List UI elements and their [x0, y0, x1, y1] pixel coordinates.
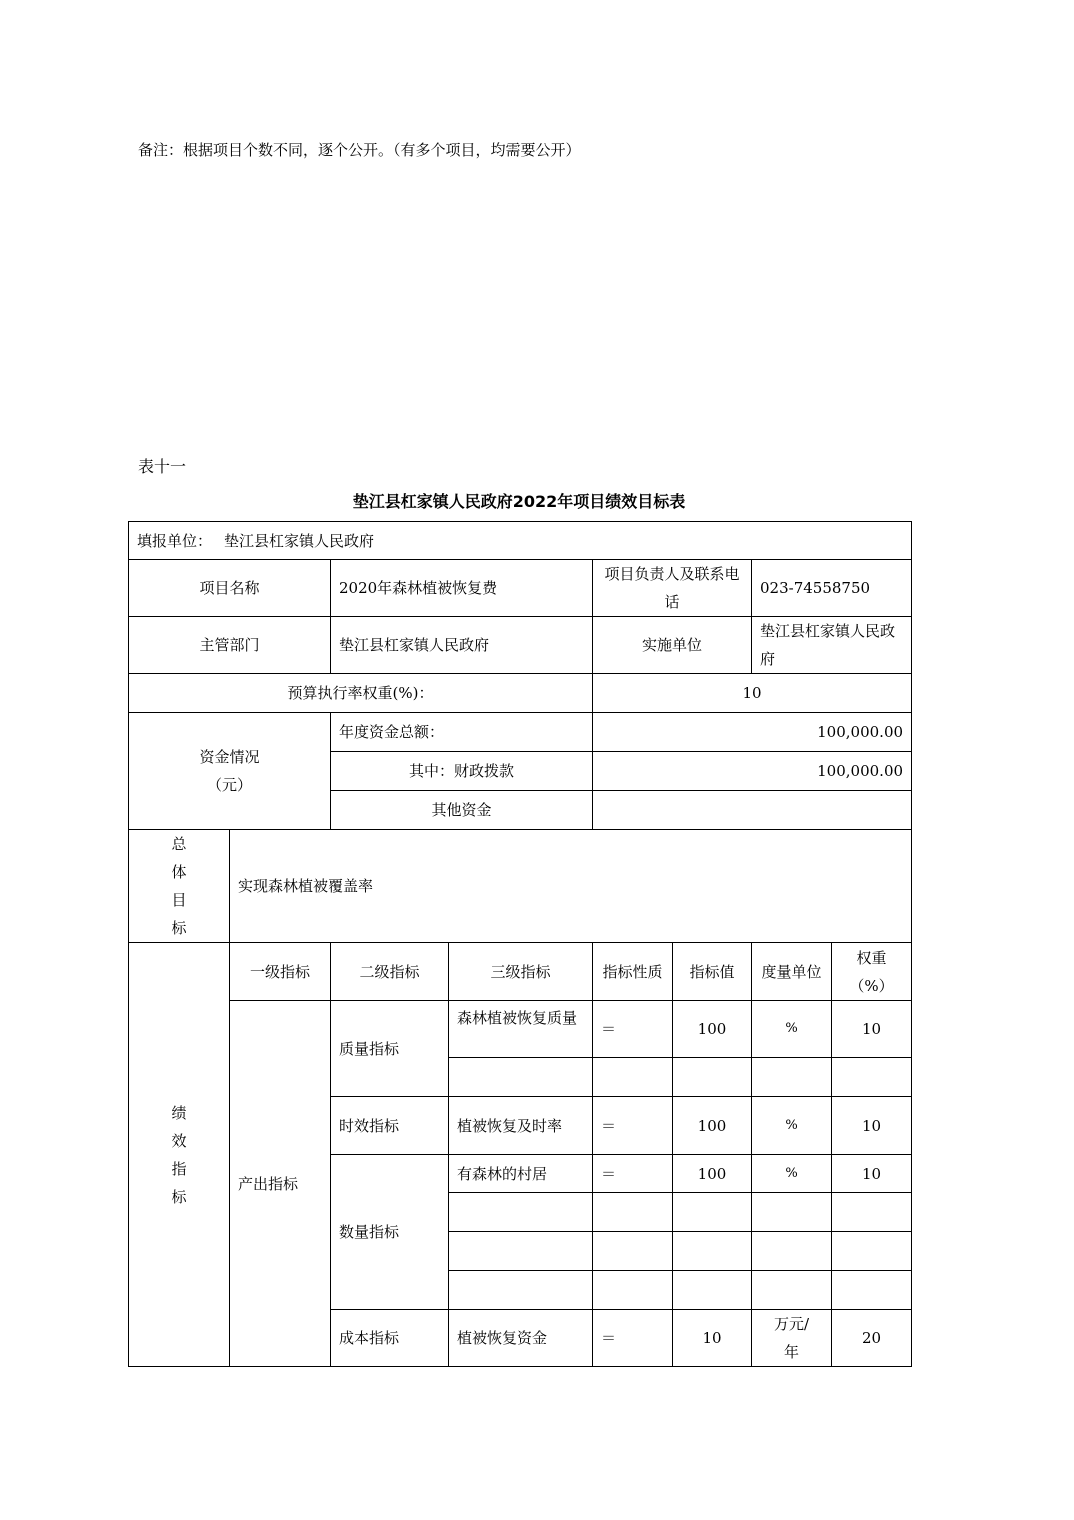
empty-cell [752, 1232, 832, 1271]
indicators-section-label: 绩效指标 [129, 943, 230, 1367]
fill-unit-row [129, 522, 912, 560]
level2-quality: 质量指标 [331, 1001, 449, 1097]
header-level1: 一级指标 [230, 943, 331, 1001]
empty-cell [752, 1193, 832, 1232]
empty-cell [832, 1193, 912, 1232]
empty-cell [449, 1058, 593, 1097]
indicator-value: 100 [673, 1097, 752, 1155]
empty-cell [673, 1193, 752, 1232]
funds-total-value: 100,000.00 [593, 713, 912, 752]
empty-cell [593, 1193, 673, 1232]
level2-timeliness: 时效指标 [331, 1097, 449, 1155]
project-name-label: 项目名称 [129, 560, 331, 617]
indicator-nature: ＝ [593, 1310, 673, 1367]
empty-cell [449, 1271, 593, 1310]
indicator-weight: 20 [832, 1310, 912, 1367]
funds-other-label: 其他资金 [331, 791, 593, 830]
indicator-weight: 10 [832, 1155, 912, 1193]
funds-total-label: 年度资金总额： [331, 713, 593, 752]
dept-value: 垫江县杠家镇人民政府 [331, 617, 593, 674]
indicator-value: 10 [673, 1310, 752, 1367]
empty-cell [752, 1058, 832, 1097]
fill-unit-label: 填报单位： [137, 531, 213, 550]
level1-output: 产出指标 [230, 1001, 331, 1367]
level2-cost: 成本指标 [331, 1310, 449, 1367]
funds-label: 资金情况（元） [129, 713, 331, 830]
page-title: 垫江县杠家镇人民政府2022年项目绩效目标表 [352, 492, 686, 511]
empty-cell [673, 1058, 752, 1097]
indicator-nature: ＝ [593, 1155, 673, 1193]
impl-label: 实施单位 [593, 617, 752, 674]
funds-fiscal-value: 100,000.00 [593, 752, 912, 791]
contact-value: 023-74558750 [752, 560, 912, 617]
empty-cell [593, 1232, 673, 1271]
indicator-name: 植被恢复及时率 [449, 1097, 593, 1155]
empty-cell [593, 1271, 673, 1310]
goal-label: 总体目标 [129, 830, 230, 943]
indicator-unit: % [752, 1155, 832, 1193]
empty-cell [673, 1271, 752, 1310]
budget-weight-label: 预算执行率权重(%)： [129, 674, 593, 713]
header-weight: 权重（%） [832, 943, 912, 1001]
indicator-name: 森林植被恢复质量 [449, 1001, 593, 1058]
dept-label: 主管部门 [129, 617, 331, 674]
empty-cell [832, 1271, 912, 1310]
header-level3: 三级指标 [449, 943, 593, 1001]
header-unit: 度量单位 [752, 943, 832, 1001]
empty-cell [449, 1193, 593, 1232]
empty-cell [593, 1058, 673, 1097]
indicator-unit: % [752, 1001, 832, 1058]
footnote: 备注：根据项目个数不同，逐个公开。（有多个项目，均需要公开） [138, 141, 581, 159]
empty-cell [449, 1232, 593, 1271]
empty-cell [832, 1058, 912, 1097]
empty-cell [832, 1232, 912, 1271]
header-nature: 指标性质 [593, 943, 673, 1001]
indicator-nature: ＝ [593, 1097, 673, 1155]
indicator-value: 100 [673, 1001, 752, 1058]
indicator-nature: ＝ [593, 1001, 673, 1058]
indicator-value: 100 [673, 1155, 752, 1193]
table-label: 表十一 [138, 457, 187, 476]
performance-target-table [128, 521, 912, 1367]
indicator-name: 有森林的村居 [449, 1155, 593, 1193]
indicator-weight: 10 [832, 1097, 912, 1155]
empty-cell [673, 1232, 752, 1271]
budget-weight-value: 10 [593, 674, 912, 713]
fill-unit-value: 垫江县杠家镇人民政府 [224, 531, 375, 550]
indicator-unit: % [752, 1097, 832, 1155]
funds-fiscal-label: 其中：财政拨款 [331, 752, 593, 791]
contact-label: 项目负责人及联系电话 [593, 560, 752, 617]
indicator-name: 植被恢复资金 [449, 1310, 593, 1367]
project-name-value: 2020年森林植被恢复费 [331, 560, 593, 617]
impl-value: 垫江县杠家镇人民政府 [752, 617, 912, 674]
funds-other-value [593, 791, 912, 830]
indicator-weight: 10 [832, 1001, 912, 1058]
level2-quantity: 数量指标 [331, 1155, 449, 1310]
indicator-unit: 万元/年 [752, 1310, 832, 1367]
empty-cell [752, 1271, 832, 1310]
header-level2: 二级指标 [331, 943, 449, 1001]
goal-text: 实现森林植被覆盖率 [230, 830, 912, 943]
header-value: 指标值 [673, 943, 752, 1001]
